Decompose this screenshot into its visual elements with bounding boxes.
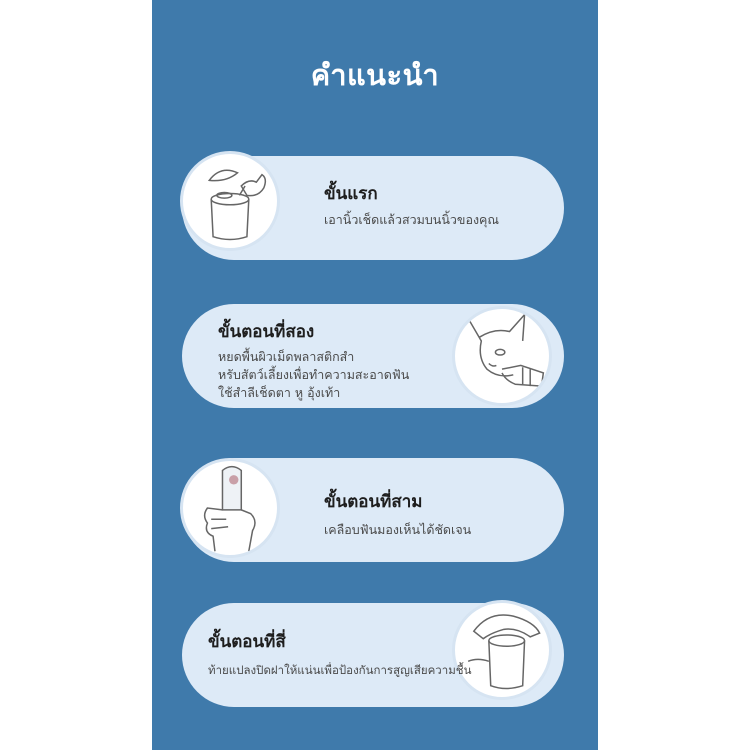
instruction-panel xyxy=(152,0,598,750)
step-4-heading: ขั้นตอนที่สี่ xyxy=(208,632,286,652)
step-2-text xyxy=(218,318,409,402)
cat-cleaning-icon xyxy=(452,306,552,406)
step-1-heading: ขั้นแรก xyxy=(324,184,378,204)
step-3-text xyxy=(324,488,471,539)
page-title: คำแนะนำ xyxy=(310,58,440,92)
step-4-text xyxy=(208,628,471,679)
step-3-heading: ขั้นตอนที่สาม xyxy=(324,492,423,512)
step-2-line-2: หรับสัตว์เลี้ยงเพื่อทำความสะอาดฟัน xyxy=(218,367,410,382)
step-2-line-1: หยดพื้นผิวเม็ดพลาสติกสำ xyxy=(218,349,355,364)
step-1-text xyxy=(324,180,499,229)
step-1-line-1: เอานิ้วเช็ดแล้วสวมบนนิ้วของคุณ xyxy=(324,212,500,227)
step-2-heading: ขั้นตอนที่สอง xyxy=(218,322,315,342)
step-4-line-1: ท้ายแปลงปิดฝาให้แน่นเพื่อป้องกันการสูญเสียความชื้น xyxy=(208,663,472,677)
step-2-line-3: ใช้สำลีเช็ดตา หู อุ้งเท้า xyxy=(218,385,341,400)
step-3-line-1: เคลือบฟันมองเห็นได้ชัดเจน xyxy=(324,522,472,537)
finger-wipe-icon xyxy=(180,458,280,558)
wipe-container-icon xyxy=(180,151,280,251)
